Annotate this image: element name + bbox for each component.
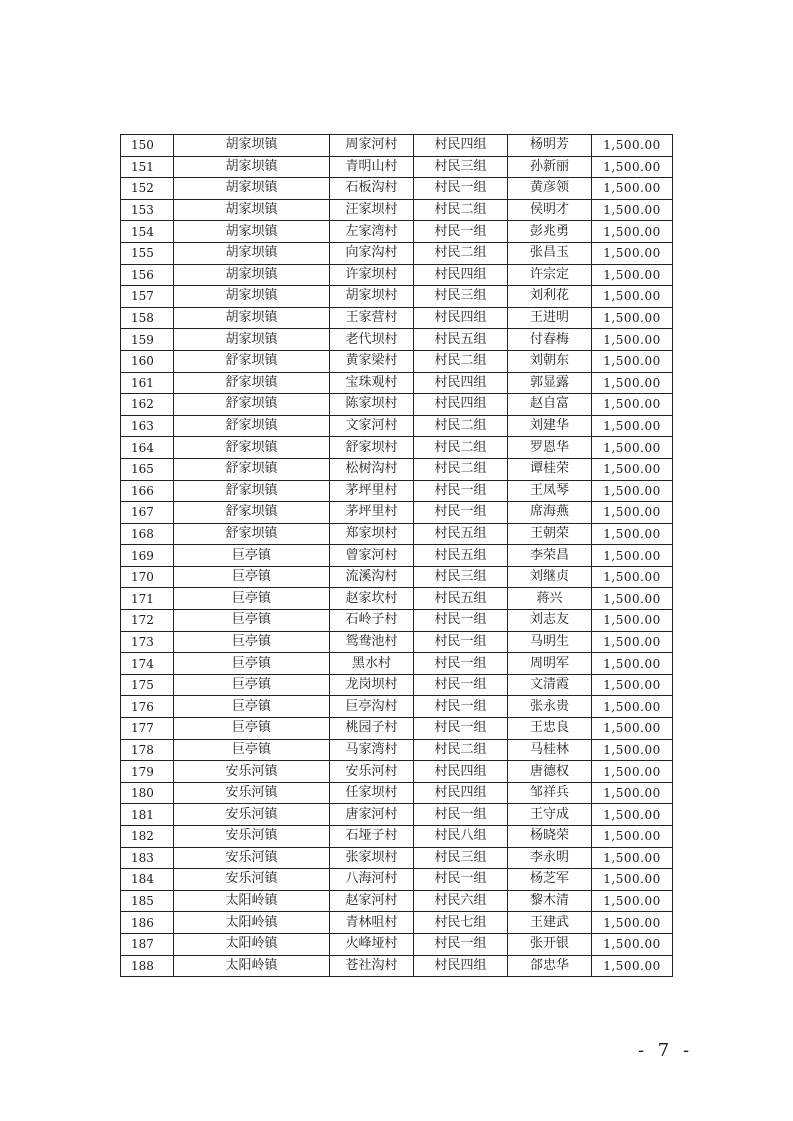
table-row (121, 761, 673, 783)
town-cell: 舒家坝镇 (174, 372, 330, 394)
name-cell: 唐德权 (508, 761, 592, 783)
amount-cell: 1,500.00 (592, 264, 673, 286)
village-group-cell: 村民一组 (414, 631, 508, 653)
town-cell: 安乐河镇 (174, 826, 330, 848)
village-cell: 黄家梁村 (330, 350, 414, 372)
amount-cell: 1,500.00 (592, 955, 673, 977)
town-cell: 舒家坝镇 (174, 350, 330, 372)
table-row (121, 588, 673, 610)
row-number-cell: 179 (121, 761, 174, 783)
town-cell: 巨亭镇 (174, 653, 330, 675)
name-cell: 王忠良 (508, 718, 592, 740)
name-cell: 马明生 (508, 631, 592, 653)
name-cell: 张昌玉 (508, 242, 592, 264)
row-number-cell: 183 (121, 847, 174, 869)
table-body (121, 135, 673, 977)
name-cell: 付春梅 (508, 329, 592, 351)
table-row (121, 804, 673, 826)
village-cell: 鸳鸯池村 (330, 631, 414, 653)
name-cell: 李永明 (508, 847, 592, 869)
town-cell: 舒家坝镇 (174, 502, 330, 524)
amount-cell: 1,500.00 (592, 804, 673, 826)
village-cell: 曾家河村 (330, 545, 414, 567)
table-row (121, 847, 673, 869)
village-cell: 石岭子村 (330, 610, 414, 632)
village-cell: 老代坝村 (330, 329, 414, 351)
table-row (121, 955, 673, 977)
name-cell: 刘继贞 (508, 566, 592, 588)
village-cell: 松树沟村 (330, 458, 414, 480)
row-number-cell: 156 (121, 264, 174, 286)
town-cell: 舒家坝镇 (174, 394, 330, 416)
name-cell: 赵自富 (508, 394, 592, 416)
town-cell: 巨亭镇 (174, 588, 330, 610)
village-cell: 向家沟村 (330, 242, 414, 264)
village-cell: 汪家坝村 (330, 199, 414, 221)
village-cell: 茅坪里村 (330, 502, 414, 524)
row-number-cell: 188 (121, 955, 174, 977)
name-cell: 周明军 (508, 653, 592, 675)
table-row (121, 264, 673, 286)
row-number-cell: 165 (121, 458, 174, 480)
village-group-cell: 村民四组 (414, 955, 508, 977)
name-cell: 孙新丽 (508, 156, 592, 178)
row-number-cell: 152 (121, 178, 174, 200)
row-number-cell: 155 (121, 242, 174, 264)
town-cell: 安乐河镇 (174, 761, 330, 783)
village-group-cell: 村民五组 (414, 588, 508, 610)
table-row (121, 350, 673, 372)
table-row (121, 458, 673, 480)
town-cell: 胡家坝镇 (174, 264, 330, 286)
name-cell: 杨晓荣 (508, 826, 592, 848)
amount-cell: 1,500.00 (592, 199, 673, 221)
village-group-cell: 村民一组 (414, 502, 508, 524)
village-group-cell: 村民六组 (414, 890, 508, 912)
row-number-cell: 160 (121, 350, 174, 372)
village-group-cell: 村民一组 (414, 718, 508, 740)
amount-cell: 1,500.00 (592, 588, 673, 610)
village-cell: 火峰垭村 (330, 933, 414, 955)
row-number-cell: 159 (121, 329, 174, 351)
village-cell: 石板沟村 (330, 178, 414, 200)
amount-cell: 1,500.00 (592, 545, 673, 567)
village-group-cell: 村民八组 (414, 826, 508, 848)
row-number-cell: 154 (121, 221, 174, 243)
amount-cell: 1,500.00 (592, 761, 673, 783)
town-cell: 胡家坝镇 (174, 286, 330, 308)
name-cell: 杨芝军 (508, 869, 592, 891)
village-group-cell: 村民四组 (414, 782, 508, 804)
town-cell: 舒家坝镇 (174, 480, 330, 502)
row-number-cell: 153 (121, 199, 174, 221)
town-cell: 太阳岭镇 (174, 955, 330, 977)
row-number-cell: 184 (121, 869, 174, 891)
village-group-cell: 村民三组 (414, 156, 508, 178)
row-number-cell: 174 (121, 653, 174, 675)
town-cell: 舒家坝镇 (174, 415, 330, 437)
name-cell: 罗恩华 (508, 437, 592, 459)
town-cell: 安乐河镇 (174, 804, 330, 826)
name-cell: 谭桂荣 (508, 458, 592, 480)
village-group-cell: 村民二组 (414, 458, 508, 480)
town-cell: 安乐河镇 (174, 869, 330, 891)
table-row (121, 156, 673, 178)
village-group-cell: 村民五组 (414, 545, 508, 567)
town-cell: 安乐河镇 (174, 847, 330, 869)
amount-cell: 1,500.00 (592, 135, 673, 157)
table-row (121, 502, 673, 524)
village-cell: 任家坝村 (330, 782, 414, 804)
amount-cell: 1,500.00 (592, 890, 673, 912)
row-number-cell: 180 (121, 782, 174, 804)
row-number-cell: 157 (121, 286, 174, 308)
amount-cell: 1,500.00 (592, 912, 673, 934)
village-group-cell: 村民四组 (414, 264, 508, 286)
village-group-cell: 村民一组 (414, 804, 508, 826)
table-row (121, 739, 673, 761)
row-number-cell: 186 (121, 912, 174, 934)
name-cell: 王凤琴 (508, 480, 592, 502)
town-cell: 舒家坝镇 (174, 523, 330, 545)
name-cell: 张开银 (508, 933, 592, 955)
row-number-cell: 169 (121, 545, 174, 567)
village-group-cell: 村民四组 (414, 761, 508, 783)
row-number-cell: 164 (121, 437, 174, 459)
name-cell: 侯明才 (508, 199, 592, 221)
village-group-cell: 村民一组 (414, 221, 508, 243)
village-cell: 唐家河村 (330, 804, 414, 826)
table-row (121, 718, 673, 740)
town-cell: 胡家坝镇 (174, 199, 330, 221)
table-row (121, 242, 673, 264)
name-cell: 刘朝东 (508, 350, 592, 372)
table-row (121, 782, 673, 804)
name-cell: 郭显露 (508, 372, 592, 394)
row-number-cell: 158 (121, 307, 174, 329)
amount-cell: 1,500.00 (592, 221, 673, 243)
table-row (121, 545, 673, 567)
village-cell: 陈家坝村 (330, 394, 414, 416)
village-cell: 郑家坝村 (330, 523, 414, 545)
town-cell: 安乐河镇 (174, 782, 330, 804)
village-cell: 张家坝村 (330, 847, 414, 869)
table-row (121, 933, 673, 955)
town-cell: 胡家坝镇 (174, 329, 330, 351)
town-cell: 巨亭镇 (174, 545, 330, 567)
amount-cell: 1,500.00 (592, 307, 673, 329)
town-cell: 太阳岭镇 (174, 890, 330, 912)
amount-cell: 1,500.00 (592, 350, 673, 372)
town-cell: 巨亭镇 (174, 610, 330, 632)
village-group-cell: 村民一组 (414, 674, 508, 696)
row-number-cell: 166 (121, 480, 174, 502)
village-group-cell: 村民一组 (414, 480, 508, 502)
town-cell: 巨亭镇 (174, 631, 330, 653)
village-group-cell: 村民四组 (414, 135, 508, 157)
amount-cell: 1,500.00 (592, 653, 673, 675)
name-cell: 王守成 (508, 804, 592, 826)
village-cell: 安乐河村 (330, 761, 414, 783)
table-row (121, 199, 673, 221)
row-number-cell: 173 (121, 631, 174, 653)
name-cell: 刘志友 (508, 610, 592, 632)
name-cell: 彭兆勇 (508, 221, 592, 243)
name-cell: 黄彦领 (508, 178, 592, 200)
amount-cell: 1,500.00 (592, 631, 673, 653)
village-group-cell: 村民一组 (414, 869, 508, 891)
amount-cell: 1,500.00 (592, 933, 673, 955)
village-cell: 苍社沟村 (330, 955, 414, 977)
amount-cell: 1,500.00 (592, 329, 673, 351)
village-cell: 舒家坝村 (330, 437, 414, 459)
amount-cell: 1,500.00 (592, 847, 673, 869)
table-row (121, 329, 673, 351)
name-cell: 刘建华 (508, 415, 592, 437)
amount-cell: 1,500.00 (592, 869, 673, 891)
row-number-cell: 170 (121, 566, 174, 588)
town-cell: 巨亭镇 (174, 739, 330, 761)
amount-cell: 1,500.00 (592, 566, 673, 588)
village-group-cell: 村民一组 (414, 653, 508, 675)
amount-cell: 1,500.00 (592, 782, 673, 804)
village-group-cell: 村民二组 (414, 242, 508, 264)
table-row (121, 437, 673, 459)
village-cell: 周家河村 (330, 135, 414, 157)
table-row (121, 631, 673, 653)
village-cell: 胡家坝村 (330, 286, 414, 308)
amount-cell: 1,500.00 (592, 696, 673, 718)
town-cell: 胡家坝镇 (174, 242, 330, 264)
town-cell: 胡家坝镇 (174, 221, 330, 243)
village-cell: 赵家河村 (330, 890, 414, 912)
table-row (121, 415, 673, 437)
village-group-cell: 村民四组 (414, 372, 508, 394)
row-number-cell: 162 (121, 394, 174, 416)
page-number: - 7 - (638, 1040, 694, 1061)
town-cell: 舒家坝镇 (174, 458, 330, 480)
table-row (121, 307, 673, 329)
town-cell: 胡家坝镇 (174, 178, 330, 200)
name-cell: 黎木清 (508, 890, 592, 912)
village-cell: 石垭子村 (330, 826, 414, 848)
town-cell: 胡家坝镇 (174, 307, 330, 329)
name-cell: 王朝荣 (508, 523, 592, 545)
name-cell: 蒋兴 (508, 588, 592, 610)
village-group-cell: 村民一组 (414, 696, 508, 718)
village-group-cell: 村民五组 (414, 329, 508, 351)
village-group-cell: 村民二组 (414, 415, 508, 437)
village-group-cell: 村民二组 (414, 437, 508, 459)
amount-cell: 1,500.00 (592, 178, 673, 200)
town-cell: 巨亭镇 (174, 696, 330, 718)
name-cell: 刘利花 (508, 286, 592, 308)
row-number-cell: 167 (121, 502, 174, 524)
amount-cell: 1,500.00 (592, 437, 673, 459)
row-number-cell: 171 (121, 588, 174, 610)
row-number-cell: 181 (121, 804, 174, 826)
name-cell: 李荣昌 (508, 545, 592, 567)
town-cell: 太阳岭镇 (174, 933, 330, 955)
amount-cell: 1,500.00 (592, 480, 673, 502)
town-cell: 胡家坝镇 (174, 156, 330, 178)
village-group-cell: 村民四组 (414, 307, 508, 329)
table-row (121, 178, 673, 200)
amount-cell: 1,500.00 (592, 458, 673, 480)
table-row (121, 869, 673, 891)
village-group-cell: 村民四组 (414, 394, 508, 416)
village-cell: 八海河村 (330, 869, 414, 891)
table-row (121, 523, 673, 545)
village-cell: 马家湾村 (330, 739, 414, 761)
amount-cell: 1,500.00 (592, 739, 673, 761)
row-number-cell: 163 (121, 415, 174, 437)
row-number-cell: 182 (121, 826, 174, 848)
table-row (121, 566, 673, 588)
row-number-cell: 185 (121, 890, 174, 912)
village-cell: 赵家坎村 (330, 588, 414, 610)
table-row (121, 890, 673, 912)
village-cell: 宝珠观村 (330, 372, 414, 394)
table-row (121, 221, 673, 243)
village-group-cell: 村民三组 (414, 847, 508, 869)
name-cell: 郃忠华 (508, 955, 592, 977)
table-row (121, 286, 673, 308)
table-row (121, 372, 673, 394)
table-row (121, 653, 673, 675)
name-cell: 张永贵 (508, 696, 592, 718)
village-group-cell: 村民三组 (414, 286, 508, 308)
table-row (121, 912, 673, 934)
name-cell: 许宗定 (508, 264, 592, 286)
village-cell: 左家湾村 (330, 221, 414, 243)
name-cell: 文清霞 (508, 674, 592, 696)
row-number-cell: 177 (121, 718, 174, 740)
row-number-cell: 150 (121, 135, 174, 157)
amount-cell: 1,500.00 (592, 394, 673, 416)
table-row (121, 394, 673, 416)
amount-cell: 1,500.00 (592, 372, 673, 394)
row-number-cell: 176 (121, 696, 174, 718)
table-row (121, 610, 673, 632)
village-group-cell: 村民二组 (414, 199, 508, 221)
name-cell: 席海燕 (508, 502, 592, 524)
village-group-cell: 村民三组 (414, 566, 508, 588)
amount-cell: 1,500.00 (592, 718, 673, 740)
village-cell: 桃园子村 (330, 718, 414, 740)
town-cell: 巨亭镇 (174, 566, 330, 588)
amount-cell: 1,500.00 (592, 523, 673, 545)
village-group-cell: 村民一组 (414, 610, 508, 632)
table-row (121, 135, 673, 157)
amount-cell: 1,500.00 (592, 610, 673, 632)
village-cell: 许家坝村 (330, 264, 414, 286)
village-group-cell: 村民二组 (414, 350, 508, 372)
amount-cell: 1,500.00 (592, 674, 673, 696)
name-cell: 杨明芳 (508, 135, 592, 157)
village-group-cell: 村民一组 (414, 178, 508, 200)
town-cell: 巨亭镇 (174, 718, 330, 740)
table-row (121, 826, 673, 848)
town-cell: 巨亭镇 (174, 674, 330, 696)
village-group-cell: 村民七组 (414, 912, 508, 934)
town-cell: 胡家坝镇 (174, 135, 330, 157)
row-number-cell: 168 (121, 523, 174, 545)
amount-cell: 1,500.00 (592, 502, 673, 524)
table-row (121, 696, 673, 718)
village-cell: 黑水村 (330, 653, 414, 675)
village-cell: 龙岗坝村 (330, 674, 414, 696)
subsidy-list-table (120, 134, 673, 977)
town-cell: 太阳岭镇 (174, 912, 330, 934)
village-group-cell: 村民二组 (414, 739, 508, 761)
village-cell: 青林咀村 (330, 912, 414, 934)
row-number-cell: 187 (121, 933, 174, 955)
village-group-cell: 村民一组 (414, 933, 508, 955)
amount-cell: 1,500.00 (592, 286, 673, 308)
village-cell: 青明山村 (330, 156, 414, 178)
village-cell: 茅坪里村 (330, 480, 414, 502)
amount-cell: 1,500.00 (592, 242, 673, 264)
village-group-cell: 村民五组 (414, 523, 508, 545)
table-row (121, 480, 673, 502)
name-cell: 马桂林 (508, 739, 592, 761)
village-cell: 王家营村 (330, 307, 414, 329)
table-row (121, 674, 673, 696)
village-cell: 流溪沟村 (330, 566, 414, 588)
row-number-cell: 151 (121, 156, 174, 178)
row-number-cell: 172 (121, 610, 174, 632)
name-cell: 邹祥兵 (508, 782, 592, 804)
row-number-cell: 175 (121, 674, 174, 696)
amount-cell: 1,500.00 (592, 156, 673, 178)
name-cell: 王建武 (508, 912, 592, 934)
town-cell: 舒家坝镇 (174, 437, 330, 459)
village-cell: 文家河村 (330, 415, 414, 437)
village-cell: 巨亭沟村 (330, 696, 414, 718)
amount-cell: 1,500.00 (592, 826, 673, 848)
row-number-cell: 161 (121, 372, 174, 394)
row-number-cell: 178 (121, 739, 174, 761)
amount-cell: 1,500.00 (592, 415, 673, 437)
name-cell: 王进明 (508, 307, 592, 329)
